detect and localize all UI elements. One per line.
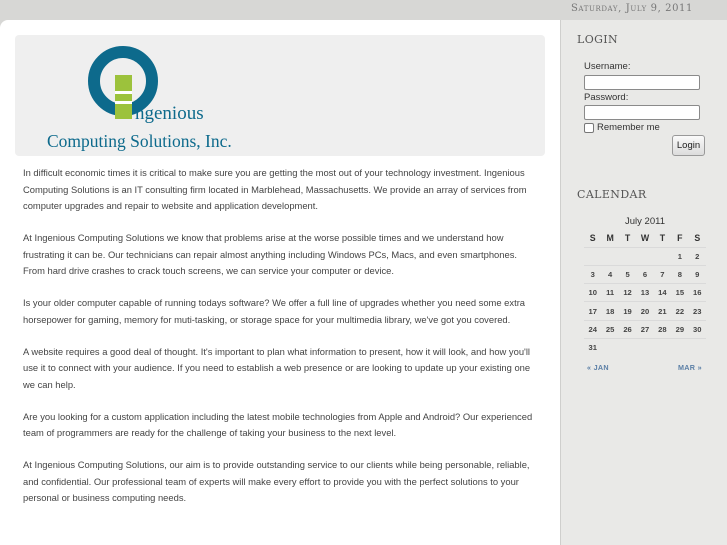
paragraph: A website requires a good deal of thought. It's important to plan what information to present, how it will look, and how you'll use it to connect with your audience. If you need to establish a web presence or are looking to update up your existing one we can help. [23,345,531,390]
calendar-day: 14 [654,284,671,302]
calendar-grid [584,230,706,357]
calendar-day: 21 [654,302,671,320]
intro-text [23,165,533,522]
calendar-day: 7 [654,265,671,283]
weekday-label: T [624,233,631,244]
calendar-week [584,265,706,283]
calendar-day [601,338,618,356]
calendar-day: 8 [671,265,688,283]
username-label: Username: [584,61,631,72]
weekday-label: S [694,233,701,244]
remember-me-label[interactable]: Remember me [597,122,660,133]
calendar-day: 22 [671,302,688,320]
calendar-day: 11 [601,284,618,302]
weekday-label: S [589,233,596,244]
calendar-day: 20 [636,302,653,320]
calendar-day [689,338,706,356]
paragraph: At Ingenious Computing Solutions we know that problems arise at the worse possible times and we understand how frustrating it can be. Our technicians can repair almost anything including Windows PCs, Macs, and even smartphones. From hard drive crashes to crack touch screens, we can service your computer or device. [23,232,517,276]
calendar-day: 2 [689,247,706,265]
weekday-label: W [640,233,650,244]
username-input[interactable] [584,75,700,90]
calendar-day: 3 [584,265,601,283]
calendar-heading: CALENDAR [577,188,647,201]
sidebar [560,20,727,545]
calendar-day: 10 [584,284,601,302]
company-logo[interactable] [45,43,285,153]
current-date: Saturday, July 9, 2011 [570,3,693,14]
calendar-day: 19 [619,302,636,320]
calendar-day: 4 [601,265,618,283]
calendar-day: 18 [601,302,618,320]
calendar-day [636,338,653,356]
paragraph: In difficult economic times it is critical to make sure you are getting the most out of your technology investment. Ingenious Computing Solutions is an IT consulting firm located in Marblehead, Massachusetts. We provide an array of services from computer upgrades and repair to website and application development. [23,167,527,211]
calendar-day [671,338,688,356]
weekday-row [584,230,706,247]
calendar-day: 12 [619,284,636,302]
logo-company-name: Computing Solutions, Inc. [47,131,232,151]
calendar-day [619,247,636,265]
calendar-day [654,338,671,356]
weekday-label: F [677,233,683,244]
calendar-day [619,338,636,356]
calendar-day [654,247,671,265]
calendar-day: 23 [689,302,706,320]
password-input[interactable] [584,105,700,120]
calendar-day: 16 [689,284,706,302]
site-header [15,35,545,156]
calendar-prev-link[interactable]: « JAN [587,363,609,372]
calendar-week [584,284,706,302]
calendar-day [636,247,653,265]
calendar-day: 5 [619,265,636,283]
top-bar [0,0,727,20]
calendar-day: 24 [584,320,601,338]
calendar-day: 15 [671,284,688,302]
calendar-week [584,320,706,338]
calendar-day: 25 [601,320,618,338]
login-button[interactable]: Login [672,135,705,156]
calendar-month: July 2011 [625,216,665,227]
paragraph: Are you looking for a custom application including the latest mobile technologies from Apple and Android? Our experienced team of programmers are ready for the challenge of taking your business to the next level. [23,410,533,438]
calendar-day: 6 [636,265,653,283]
paragraph: Is your older computer capable of running todays software? We offer a full line of upgrades whether you need some extra horsepower for gaming, memory for muti-tasking, or storage space for your multimedia library, we've got you covered. [23,297,526,325]
paragraph: At Ingenious Computing Solutions, our aim is to provide outstanding service to our clients while being personable, reliable, and confidential. Our professional team of experts will make every effort to provide you with the perfect solutions to your personal or business computing needs. [23,459,530,503]
calendar-day: 27 [636,320,653,338]
calendar-day: 30 [689,320,706,338]
calendar-day: 31 [584,338,601,356]
calendar-week [584,247,706,265]
password-label: Password: [584,92,629,103]
weekday-label: T [659,233,666,244]
calendar-day [584,247,601,265]
calendar-day: 1 [671,247,688,265]
calendar-week [584,338,706,356]
calendar-day: 17 [584,302,601,320]
main-content-area [0,20,560,545]
logo-i-stem [115,75,132,119]
logo-wordmark: ngenious [135,103,204,124]
calendar-day: 28 [654,320,671,338]
remember-me-checkbox[interactable] [584,123,594,133]
weekday-label: M [606,233,614,244]
calendar-week [584,302,706,320]
calendar-day: 9 [689,265,706,283]
calendar-day [601,247,618,265]
calendar-day: 26 [619,320,636,338]
calendar-day: 13 [636,284,653,302]
calendar-next-link[interactable]: MAR » [678,363,702,372]
calendar-day: 29 [671,320,688,338]
login-heading: LOGIN [577,33,619,46]
